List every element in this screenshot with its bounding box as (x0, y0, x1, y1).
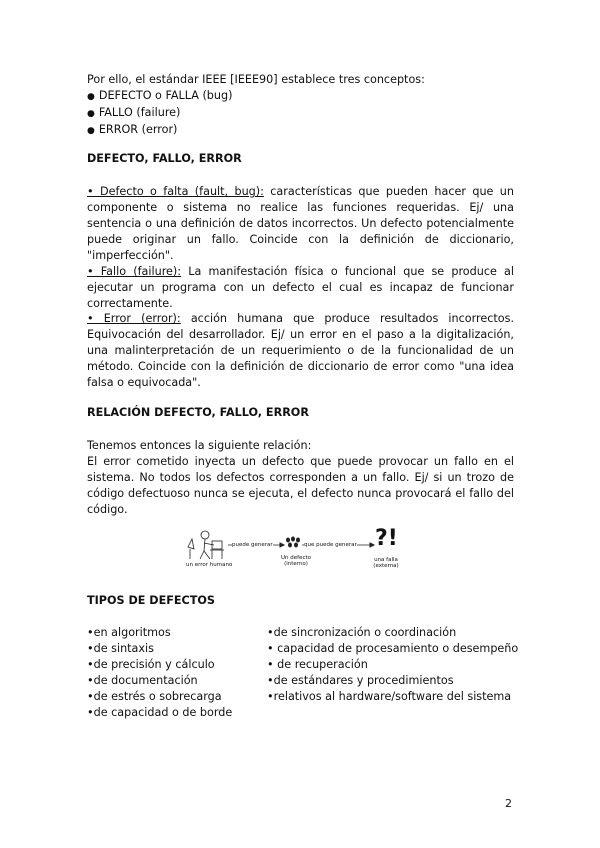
relacion-paragraph: El error cometido inyecta un defecto que puede provocar un fallo en el sistema. No todos los defectos corresponden a un fallo. Ej/ si un trozo de código defectuoso nunca se ejecuta, el defecto nunca provocará el fallo del código. (87, 455, 514, 516)
fallo-term: • Fallo (failure): (87, 265, 182, 278)
tipo-item: •relativos al hardware/software del sistema (267, 690, 512, 703)
node-2-label-a: Un defecto (280, 555, 311, 561)
heading-defecto-fallo-error: DEFECTO, FALLO, ERROR (87, 152, 242, 165)
intro-bullet-3: ● ERROR (error) (87, 122, 514, 139)
bug-icon (286, 537, 300, 548)
defecto-paragraph (87, 184, 514, 264)
error-text: acción humana que produce resultados incorrectos. Equivocación del desarrollador. Ej/ un error en el paso a la digitalización, una malinterpretación de un requerimiento o de la funcionalidad de un método. Coincide con la definición de diccionario de error como "una idea falsa o equivocada". (87, 312, 515, 389)
tipo-item: •de estrés o sobrecarga (87, 690, 222, 703)
tipo-item: • de recuperación (267, 658, 368, 671)
node-1-label: un error humano (186, 562, 233, 568)
question-exclaim-icon: ?! (375, 526, 398, 551)
tipo-item: •en algoritmos (87, 626, 171, 639)
heading-tipos: TIPOS DE DEFECTOS (87, 594, 215, 607)
tipo-item: •de precisión y cálculo (87, 658, 215, 671)
tipo-item: •de documentación (87, 674, 198, 687)
relacion-line: Tenemos entonces la siguiente relación: (87, 439, 312, 452)
relation-diagram (180, 527, 420, 575)
error-term: • Error (error): (87, 312, 181, 325)
node-3-label-a: una falla (374, 557, 398, 563)
defecto-term: • Defecto o falta (fault, bug): (87, 185, 264, 198)
page-number: 2 (505, 797, 512, 810)
tipo-item: •de estándares y procedimientos (267, 674, 454, 687)
tipo-item: •de sincronización o coordinación (267, 626, 457, 639)
arrow-1-label: puede generar (232, 542, 273, 548)
defecto-text: características que pueden hacer que un componente o sistema no realice las funciones requeridas. Ej/ una sentencia o una definición de datos incorrectos. Un defecto potencialmente puede originar un fallo. Coincide con la definición de diccionario, "imperfección". (87, 185, 514, 262)
fallo-paragraph (87, 264, 514, 312)
intro-line: Por ello, el estándar IEEE [IEEE90] establece tres conceptos: (87, 73, 425, 86)
tipos-column-2 (267, 625, 527, 705)
person-at-desk-icon (188, 531, 224, 559)
arrow-2-label: que puede generar (304, 542, 357, 548)
tipos-column-1 (87, 625, 267, 721)
intro-bullet-2: ● FALLO (failure) (87, 105, 514, 122)
node-2-label-b: (interno) (284, 561, 308, 567)
intro-block (87, 72, 514, 139)
fallo-text: La manifestación física o funcional que se produce al ejecutar un programa con un defecto el cual es incapaz de funcionar correctamente. (87, 265, 514, 310)
heading-relacion: RELACIÓN DEFECTO, FALLO, ERROR (87, 406, 309, 419)
intro-bullet-1: ● DEFECTO o FALLA (bug) (87, 88, 514, 105)
tipo-item: • capacidad de procesamiento o desempeño (267, 642, 519, 655)
error-paragraph (87, 311, 514, 391)
relacion-block (87, 438, 514, 518)
tipo-item: •de capacidad o de borde (87, 706, 233, 719)
node-3-label-b: (externa) (373, 563, 399, 569)
tipo-item: •de sintaxis (87, 642, 154, 655)
